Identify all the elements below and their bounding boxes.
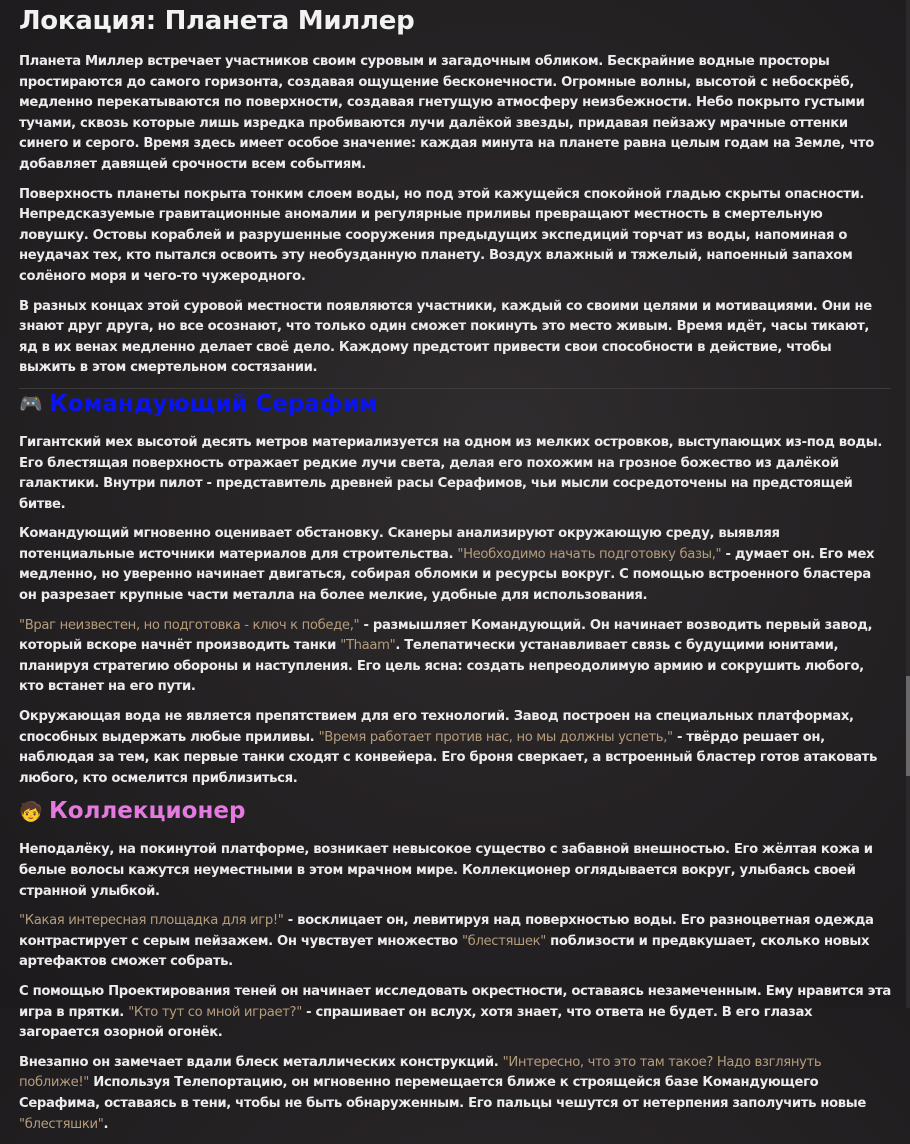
- intro-section: [19, 52, 891, 379]
- narration-text: Гигантский мех высотой десять метров материализуется на одном из мелких островков, выступающих из-под воды. Его блестящая поверхность отражает редкие лучи света, делая его похожим на грозное божество из далёкой галактики. Внутри пилот - представитель древней расы Серафимов, чьи мысли сосредоточены на предстоящей битве.: [19, 434, 882, 512]
- quote-text: "Время работает против нас, но мы должны успеть,": [318, 729, 673, 745]
- paragraph: [19, 707, 891, 789]
- paragraph: [19, 840, 891, 902]
- child-face-icon: 🧒: [19, 800, 43, 823]
- narration-text: С помощью Проектирования теней он начинает исследовать окрестности, оставаясь незамеченным. Ему нравится эта игра в прятки.: [19, 983, 891, 1020]
- page-title: Локация: Планета Миллер: [19, 6, 415, 36]
- narration-text: - восклицает он, левитируя над поверхностью воды. Его разноцветная одежда контрастирует с серым пейзажем. Он чувствует множество: [19, 913, 874, 949]
- narration-text: Окружающая вода не является препятствием для его технологий. Завод построен на специальных платформах, способных выдержать любые приливы.: [19, 709, 854, 745]
- scrollbar-thumb[interactable]: [906, 676, 910, 776]
- narration-text: - думает он. Его мех медленно, но уверенно начинает двигаться, собирая обломки и ресурсы вокруг. С помощью встроенного бластера он разрезает крупные части металла на более мелкие, удобные для использования.: [19, 546, 875, 604]
- narration-text: - размышляет Командующий. Он начинает возводить первый завод, который вскоре начнёт производить танки: [19, 617, 873, 654]
- narration-text: - твёрдо решает он, наблюдая за тем, как первые танки сходят с конвейера. Его броня сверкает, а встроенный бластер готов атаковать любого, кто осмелится приблизиться.: [19, 729, 877, 786]
- narration-text: Неподалёку, на покинутой платформе, возникает невысокое существо с забавной внешностью. Его жёлтая кожа и белые волосы кажутся неуместными в этом мрачном мире. Коллекционер оглядывается вокруг, улыбаясь своей странной улыбкой.: [19, 842, 873, 899]
- character-section: [19, 388, 891, 790]
- narration-text: . Телепатически устанавливает связь с будущими юнитами, планируя стратегию обороны и наступления. Его цель ясна: создать непреодолимую армию и сокрушить любого, кто встанет на его пути.: [19, 638, 864, 695]
- paragraph: [19, 185, 891, 288]
- quote-text: "блестяшек": [461, 933, 546, 949]
- quote-text: "блестяшки": [19, 1116, 104, 1132]
- character-heading: [19, 798, 891, 824]
- quote-text: "Кто тут со мной играет?": [128, 1004, 302, 1020]
- narration-text: В разных концах этой суровой местности появляются участники, каждый со своими целями и мотивациями. Они не знают друг друга, но все осознают, что только один сможет покинуть это место живым. Время идёт, часы тикают, яд в их венах медленно делает своё дело. Каждому предстоит привести свои способности в действие, чтобы выжить в этом смертельном состязании.: [19, 298, 872, 376]
- narration-text: Командующий мгновенно оценивает обстановку. Сканеры анализируют окружающую среду, выявляя потенциальные источники материалов для строительства.: [19, 526, 780, 562]
- paragraph: [19, 1053, 891, 1135]
- quote-text: "Какая интересная площадка для игр!": [19, 913, 284, 929]
- paragraph: [19, 297, 891, 379]
- character-name: Командующий Серафим: [49, 390, 378, 417]
- paragraph: [19, 52, 891, 176]
- narration-text: .: [103, 1116, 109, 1132]
- narration-text: - спрашивает он вслух, хотя знает, что ответа не будет. В его глазах загорается озорной огонёк.: [19, 1004, 813, 1041]
- character-name: Коллекционер: [49, 798, 246, 825]
- character-sections: [19, 388, 891, 1135]
- narration-text: Внезапно он замечает вдали блеск металлических конструкций.: [19, 1054, 503, 1070]
- gamepad-icon: 🎮: [19, 393, 43, 416]
- paragraph: [19, 911, 891, 973]
- quote-text: "Интересно, что это там такое? Надо взглянуть поближе!": [19, 1054, 822, 1091]
- narration-text: Поверхность планеты покрыта тонким слоем воды, но под этой кажущейся спокойной гладью скрыты опасности. Непредсказуемые гравитационные аномалии и регулярные приливы превращают местность в смертельную ловушку. Остовы кораблей и разрушенные сооружения предыдущих экспедиций торчат из воды, напоминая о неудачах тех, кто пытался освоить эту необузданную планету. Воздух влажный и тяжелый, напоенный запахом солёного моря и чего-то чужеродного.: [19, 186, 865, 284]
- narration-text: Планета Миллер встречает участников своим суровым и загадочным обликом. Бескрайние водные просторы простираются до самого горизонта, создавая ощущение бесконечности. Огромные волны, высотой с небоскрёб, медленно перекатываются по поверхности, создавая гнетущую атмосферу неизбежности. Небо покрыто густыми тучами, сквозь которые лишь изредка пробиваются лучи далёкой звезды, придавая пейзажу мрачные оттенки синего и серого. Время здесь имеет особое значение: каждая минута на планете равна целым годам на Земле, что добавляет давящей срочности всем событиям.: [19, 54, 874, 172]
- paragraph: [19, 616, 891, 698]
- character-heading: [19, 391, 891, 417]
- narration-text: Используя Телепортацию, он мгновенно перемещается ближе к строящейся базе Командующего Серафима, оставаясь в тени, чтобы не быть обнаруженным. Его пальцы чешутся от нетерпения заполучить новые: [19, 1075, 866, 1111]
- quote-text: "Thaam": [340, 638, 396, 654]
- quote-text: "Необходимо начать подготовку базы,": [457, 546, 722, 562]
- paragraph: [19, 524, 891, 606]
- scrollbar[interactable]: [906, 0, 910, 1008]
- character-section: [19, 798, 891, 1135]
- paragraph: [19, 982, 891, 1044]
- story-content: [19, 6, 891, 1144]
- paragraph: [19, 433, 891, 515]
- narration-text: поблизости и предвкушает, сколько новых артефактов сможет собрать.: [19, 933, 870, 970]
- quote-text: "Враг неизвестен, но подготовка - ключ к победе,": [19, 617, 360, 633]
- section-divider: [19, 388, 891, 389]
